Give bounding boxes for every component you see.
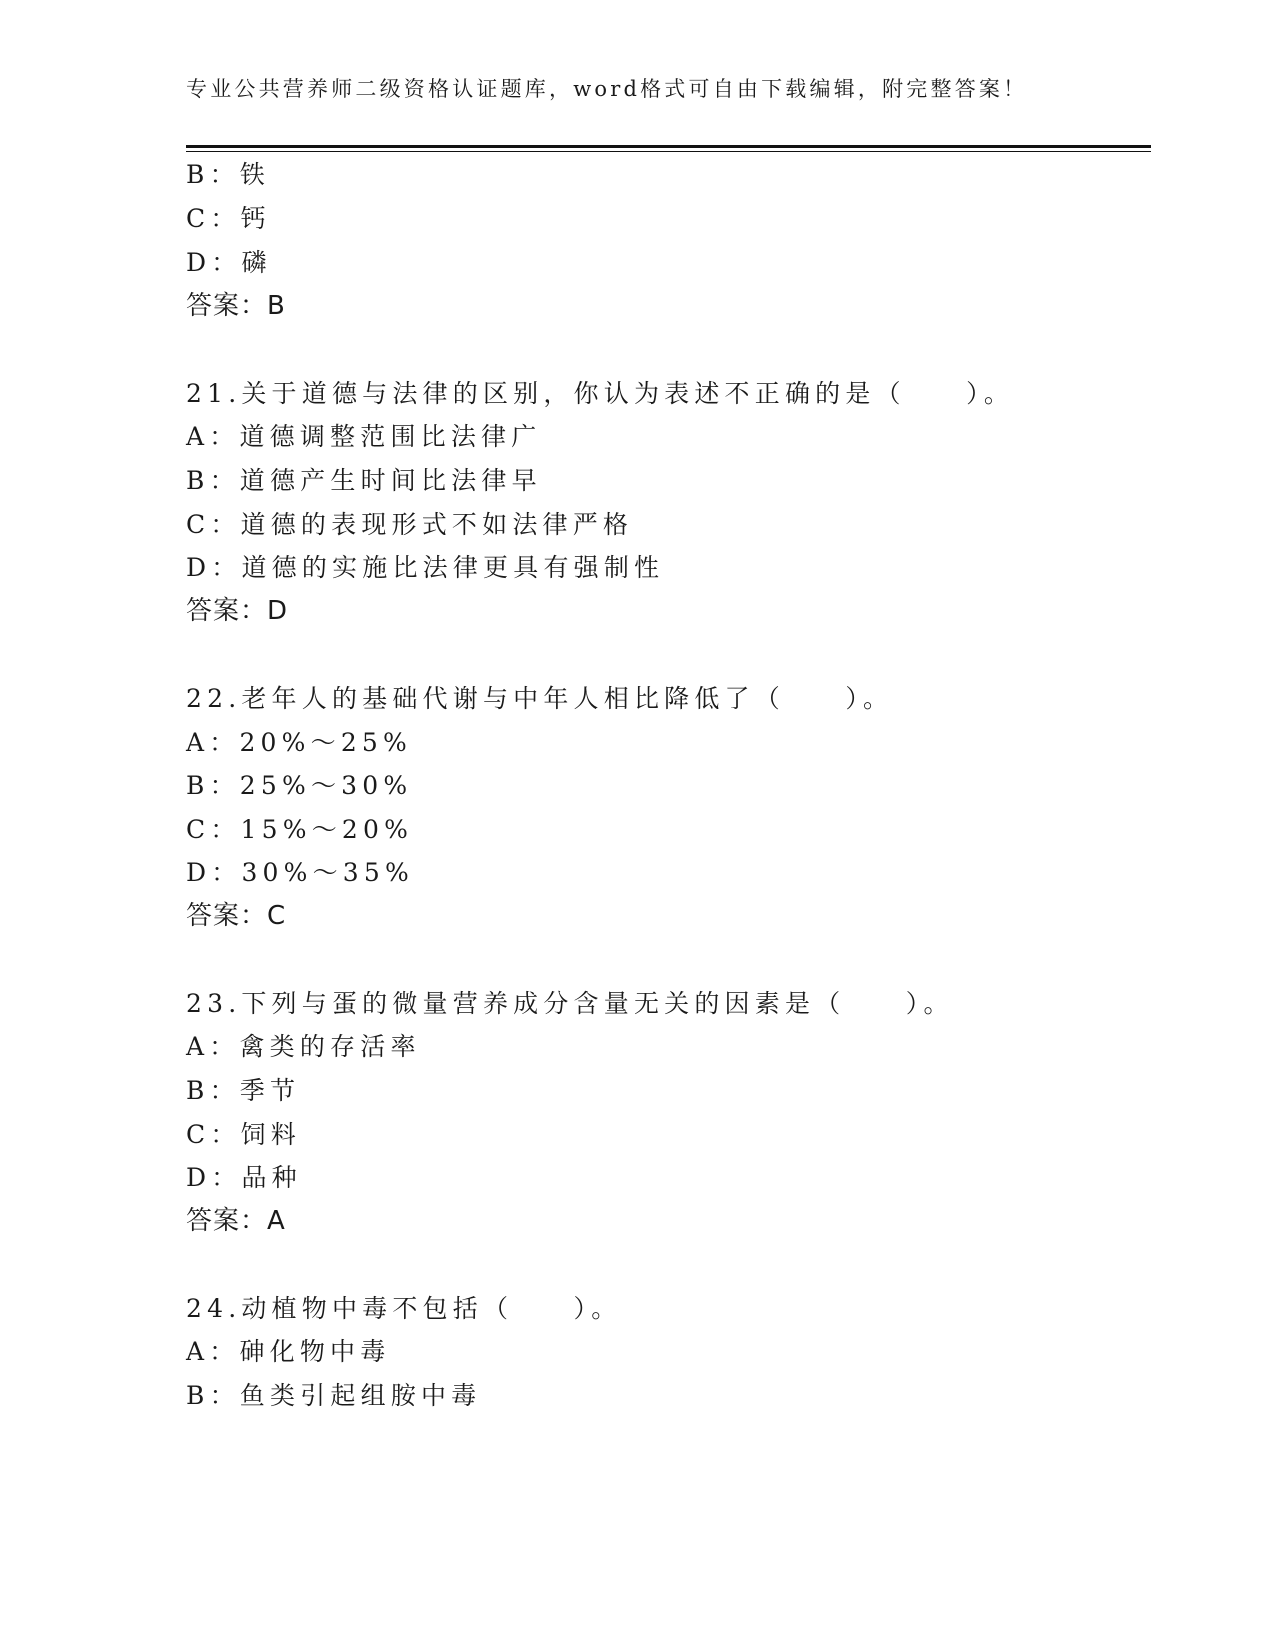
answer-line: 答案：C <box>186 901 287 931</box>
option-d: D：品种 <box>186 1163 302 1192</box>
option-d: D：道德的实施比法律更具有强制性 <box>186 553 665 582</box>
header-divider-thick <box>186 145 1151 148</box>
question-stem: 24.动植物中毒不包括（ ）。 <box>186 1294 622 1323</box>
option-c: C：饲料 <box>186 1120 301 1149</box>
option-a: A：20%～25% <box>186 728 412 757</box>
question-stem: 21.关于道德与法律的区别，你认为表述不正确的是（ ）。 <box>186 379 1015 408</box>
option-c: C：道德的表现形式不如法律严格 <box>186 510 634 539</box>
page-header: 专业公共营养师二级资格认证题库，word格式可自由下载编辑，附完整答案！ <box>186 77 1028 101</box>
option-a: A：砷化物中毒 <box>186 1337 391 1366</box>
option-b: B：铁 <box>186 160 270 189</box>
option-b: B：鱼类引起组胺中毒 <box>186 1381 482 1410</box>
answer-line: 答案：A <box>186 1206 286 1236</box>
option-b: B：道德产生时间比法律早 <box>186 466 542 495</box>
answer-line: 答案：B <box>186 291 286 321</box>
option-a: A：禽类的存活率 <box>186 1032 421 1061</box>
option-c: C：15%～20% <box>186 815 414 844</box>
option-c: C：钙 <box>186 204 271 233</box>
answer-line: 答案：D <box>186 596 289 626</box>
option-b: B：季节 <box>186 1076 301 1105</box>
header-divider-thin <box>186 151 1151 152</box>
question-stem: 23.下列与蛋的微量营养成分含量无关的因素是（ ）。 <box>186 989 954 1018</box>
option-a: A：道德调整范围比法律广 <box>186 422 542 451</box>
option-b: B：25%～30% <box>186 771 413 800</box>
question-stem: 22.老年人的基础代谢与中年人相比降低了（ ）。 <box>186 684 894 713</box>
option-d: D：30%～35% <box>186 858 414 887</box>
option-d: D：磷 <box>186 248 272 277</box>
